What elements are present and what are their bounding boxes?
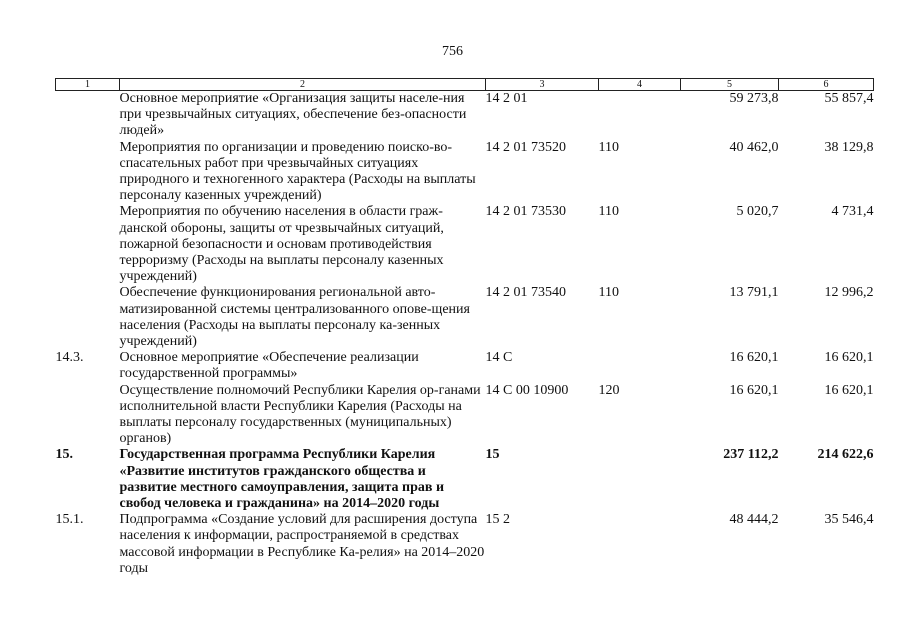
page-number: 756	[442, 44, 463, 59]
row-amount-year-1: 237 112,2	[723, 447, 779, 463]
row-number: 14.3.	[55, 350, 84, 366]
row-budget-code: 14 2 01 73540	[485, 285, 566, 301]
table-row	[56, 447, 874, 512]
row-expense-type	[599, 350, 681, 382]
row-amount-year-1: 13 791,1	[729, 285, 779, 301]
header-col-2: 2	[120, 79, 486, 91]
table-row	[56, 204, 874, 285]
table-body	[56, 91, 874, 578]
row-amount-year-2: 16 620,1	[824, 350, 874, 366]
row-amount-year-2: 16 620,1	[824, 382, 874, 398]
header-row	[56, 79, 874, 91]
row-name: Мероприятия по обучению населения в области граж-данской обороны, защиты от чрезвычайных ситуаций, пожарной безопасности и основам противодействия терроризму (Расходы на выплаты персоналу казенных учреждений)	[119, 204, 444, 285]
table-row	[56, 512, 874, 577]
row-expense-type: 110	[598, 285, 619, 301]
row-number: 15.1.	[55, 512, 84, 528]
row-amount-year-2: 12 996,2	[824, 285, 874, 301]
header-col-1: 1	[56, 79, 120, 91]
row-expense-type: 110	[598, 139, 619, 155]
row-number	[56, 285, 120, 350]
row-budget-code: 14 2 01	[485, 91, 528, 106]
table-row	[56, 91, 874, 140]
row-amount-year-2: 4 731,4	[831, 204, 874, 220]
table-row	[56, 383, 874, 448]
row-expense-type	[599, 91, 681, 140]
row-amount-year-2: 35 546,4	[824, 512, 874, 528]
row-number	[56, 140, 120, 205]
row-amount-year-1: 5 020,7	[736, 204, 779, 220]
row-amount-year-1: 59 273,8	[729, 91, 779, 106]
row-budget-code: 15 2	[485, 512, 510, 528]
table-row	[56, 285, 874, 350]
row-name: Мероприятия по организации и проведению поиско-во-спасательных работ при чрезвычайных ситуациях природного и техногенного характера (Расходы на выплаты персоналу казенных учреждений)	[119, 139, 476, 204]
row-number	[56, 204, 120, 285]
row-name: Основное мероприятие «Обеспечение реализации государственной программы»	[119, 350, 419, 382]
header-col-6: 6	[779, 79, 874, 91]
row-budget-code: 14 С	[485, 350, 513, 366]
table-row	[56, 140, 874, 205]
row-name: Государственная программа Республики Карелия «Развитие институтов гражданского общества и развитие местного самоуправления, защита прав и свобод человека и гражданина» на 2014–2020 годы	[119, 447, 445, 512]
row-budget-code: 14 2 01 73520	[485, 139, 566, 155]
header-col-5: 5	[681, 79, 779, 91]
row-name: Осуществление полномочий Республики Карелия ор-ганами исполнительной власти Республики Карелия (Расходы на выплаты персоналу государственных (муниципальных) органов)	[119, 382, 481, 447]
row-amount-year-2: 38 129,8	[824, 139, 874, 155]
row-amount-year-2: 214 622,6	[817, 447, 874, 463]
row-budget-code: 14 2 01 73530	[485, 204, 566, 220]
row-amount-year-2: 55 857,4	[824, 91, 874, 106]
row-name: Подпрограмма «Создание условий для расширения доступа населения к информации, распространяемой в средствах массовой информации в Республике Ка-релия» на 2014–2020 годы	[119, 512, 485, 576]
table-row	[56, 350, 874, 382]
row-budget-code: 14 С 00 10900	[485, 382, 569, 398]
row-amount-year-1: 40 462,0	[729, 139, 779, 155]
row-name: Основное мероприятие «Организация защиты населе-ния при чрезвычайных ситуациях, обеспечение без-опасности людей»	[119, 91, 467, 139]
row-expense-type	[599, 512, 681, 577]
row-expense-type: 110	[598, 204, 619, 220]
header-col-3: 3	[486, 79, 599, 91]
row-amount-year-1: 16 620,1	[729, 350, 779, 366]
row-amount-year-1: 48 444,2	[729, 512, 779, 528]
row-amount-year-1: 16 620,1	[729, 382, 779, 398]
row-number	[56, 91, 120, 140]
row-number: 15.	[55, 447, 73, 463]
row-expense-type: 120	[598, 382, 620, 398]
row-budget-code: 15	[485, 447, 500, 463]
row-name: Обеспечение функционирования региональной авто-матизированной системы централизованного опове-щения населения (Расходы на выплаты персоналу ка-зенных учреждений)	[119, 285, 470, 350]
row-expense-type	[599, 447, 681, 512]
header-col-4: 4	[599, 79, 681, 91]
budget-table	[55, 78, 874, 577]
row-number	[56, 383, 120, 448]
